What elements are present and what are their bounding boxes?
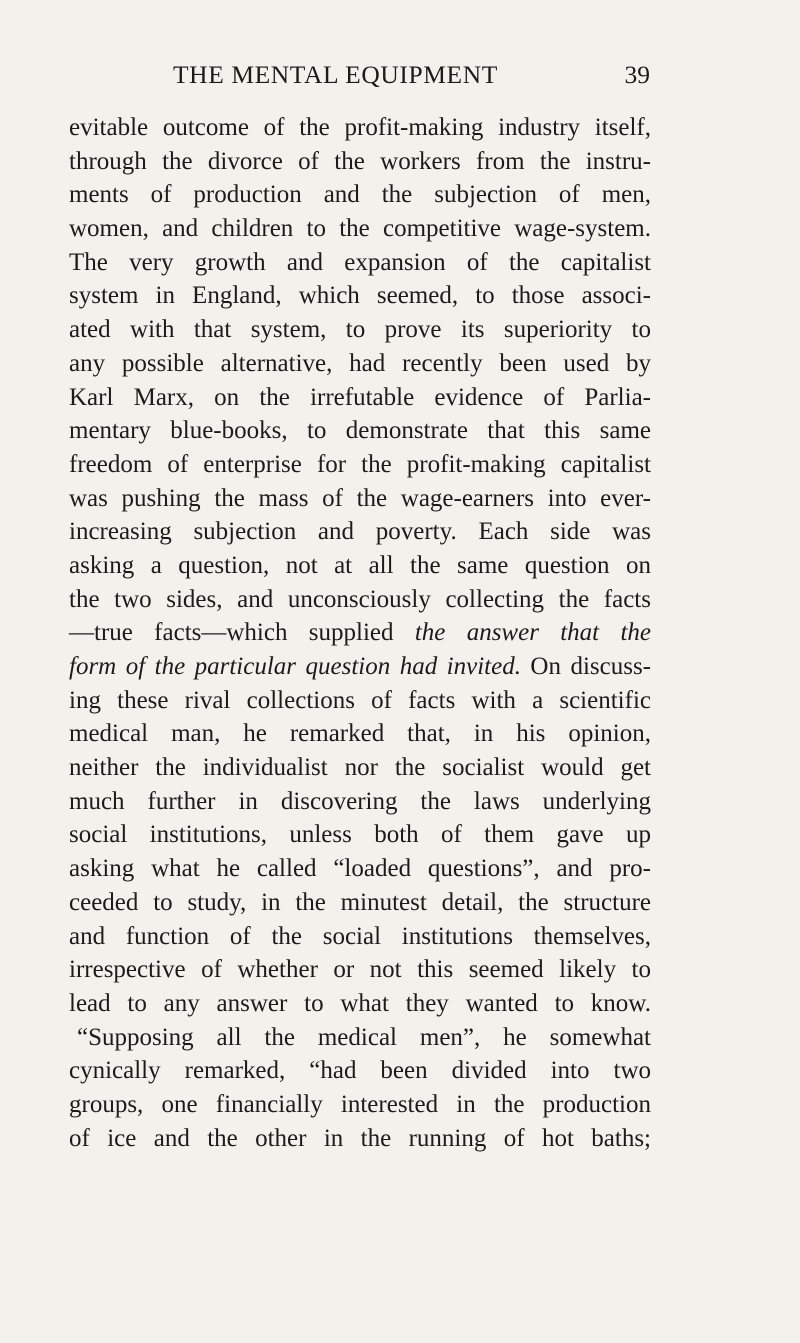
text-line — [69, 246, 651, 280]
text-segment: irrespective of whether or not this seemed likely to — [69, 956, 651, 984]
text-segment: asking what he called “loaded questions”, and pro- — [69, 855, 651, 883]
text-line — [69, 1122, 651, 1156]
text-segment: evitable outcome of the profit-making industry itself, — [69, 114, 651, 141]
text-segment: any possible alternative, had recently been used by — [69, 349, 651, 377]
text-segment: groups, one financially interested in the production — [69, 1090, 651, 1118]
text-line — [69, 515, 651, 549]
text-segment: lead to any answer to what they wanted to know. — [69, 989, 651, 1017]
text-segment: ceeded to study, in the minutest detail, the structure — [69, 888, 651, 916]
text-line — [69, 178, 651, 212]
text-segment: ments of production and the subjection of men, — [69, 181, 651, 209]
text-segment: ing these rival collections of facts with a scientific — [69, 686, 651, 714]
text-segment: of ice and the other in the running of hot baths; — [69, 1124, 651, 1152]
running-head: THE MENTAL EQUIPMENT — [173, 60, 498, 89]
text-segment: “Supposing all the medical men”, he somewhat — [77, 1023, 651, 1051]
text-line — [69, 920, 651, 954]
text-line — [69, 717, 651, 751]
text-line — [69, 347, 651, 381]
text-line — [69, 313, 651, 347]
text-line — [69, 381, 651, 415]
text-segment: increasing subjection and poverty. Each side was — [69, 518, 651, 546]
text-segment: women, and children to the competitive wage-system. — [69, 215, 651, 243]
text-line — [69, 212, 651, 246]
text-line — [69, 482, 651, 516]
text-line — [69, 1021, 651, 1055]
text-line — [69, 414, 651, 448]
body-paragraphs — [69, 111, 651, 1155]
text-line — [69, 616, 651, 650]
page-number: 39 — [624, 60, 650, 89]
text-line — [69, 852, 651, 886]
text-line — [69, 111, 651, 145]
text-line — [69, 785, 651, 819]
italic-text: form of the particular question had invited. — [69, 653, 521, 680]
italic-text: the answer that the — [414, 619, 651, 647]
text-line — [69, 818, 651, 852]
text-segment: medical man, he remarked that, in his opinion, — [69, 720, 651, 748]
text-line — [69, 145, 651, 179]
text-segment: freedom of enterprise for the profit-making capitalist — [69, 450, 651, 478]
text-segment: mentary blue-books, to demonstrate that this same — [69, 417, 651, 445]
text-line — [69, 583, 651, 617]
text-line — [69, 953, 651, 987]
text-segment: asking a question, not at all the same question on — [69, 551, 651, 579]
text-segment: The very growth and expansion of the capitalist — [69, 248, 651, 276]
text-segment: —true facts—which supplied — [69, 619, 415, 647]
text-segment: On discuss- — [520, 653, 652, 680]
text-segment: was pushing the mass of the wage-earners into ever- — [69, 484, 651, 512]
text-segment: system in England, which seemed, to those associ- — [69, 282, 651, 310]
text-segment: the two sides, and unconsciously collecting the facts — [69, 585, 651, 613]
text-line — [69, 448, 651, 482]
text-line — [69, 987, 651, 1021]
text-segment: neither the individualist nor the socialist would get — [69, 754, 651, 782]
text-segment: much further in discovering the laws underlying — [69, 787, 651, 815]
text-segment: cynically remarked, “had been divided into two — [69, 1057, 651, 1085]
text-line — [69, 886, 651, 920]
text-line — [69, 1088, 651, 1122]
text-line — [69, 650, 651, 684]
text-line — [69, 279, 651, 313]
text-segment: social institutions, unless both of them gave up — [69, 821, 651, 849]
text-line — [69, 549, 651, 583]
text-segment: Karl Marx, on the irrefutable evidence of Parlia- — [69, 383, 651, 411]
text-segment: and function of the social institutions themselves, — [69, 922, 651, 950]
text-segment: ated with that system, to prove its superiority to — [69, 316, 651, 344]
text-segment: through the divorce of the workers from the instru- — [69, 147, 651, 175]
text-line — [69, 1054, 651, 1088]
page-header — [173, 60, 650, 100]
text-line — [69, 684, 651, 718]
text-line — [69, 751, 651, 785]
